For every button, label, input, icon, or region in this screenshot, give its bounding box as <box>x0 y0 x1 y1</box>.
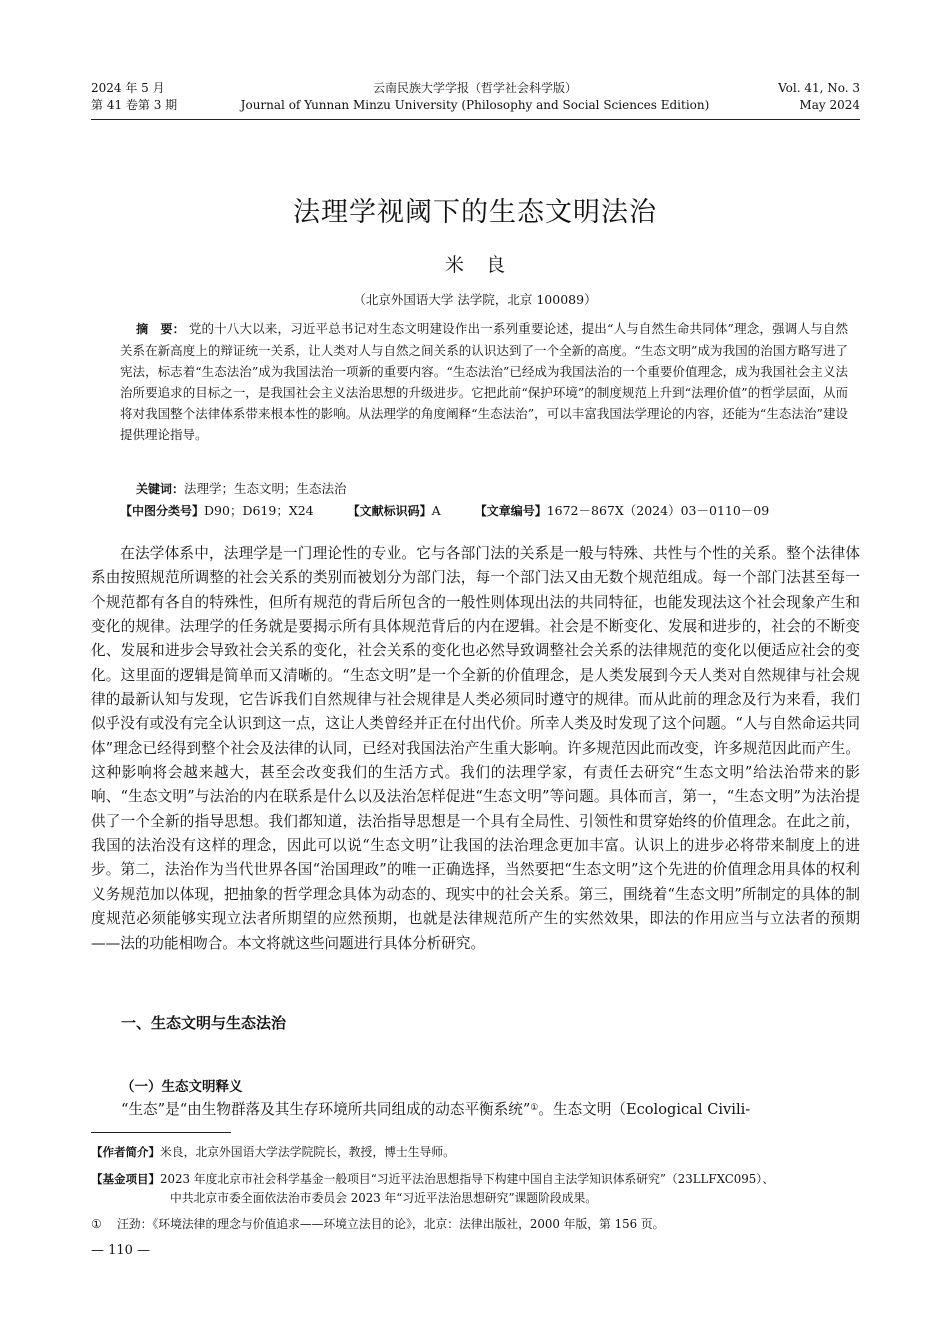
keywords <box>120 478 848 500</box>
footnote-ref[interactable]: ① <box>530 1103 539 1113</box>
footnote-1 <box>91 1215 866 1234</box>
footnote-author <box>91 1143 866 1162</box>
author-intro-text: 米良，北京外国语大学法学院院长，教授，博士生导师。 <box>160 1145 455 1159</box>
body-text <box>91 542 860 956</box>
document-code-value: A <box>431 503 441 518</box>
keywords-text: 法理学；生态文明；生态法治 <box>184 481 347 496</box>
article-number-value: 1672－867X（2024）03－0110－09 <box>546 503 770 518</box>
footnote-funding <box>91 1170 866 1208</box>
article-author: 米良 <box>444 254 527 276</box>
header-divider <box>91 119 860 120</box>
subsection-text-end: 。生态文明（Ecological Civili- <box>538 1101 751 1118</box>
running-header-right <box>778 80 860 114</box>
footnote-divider <box>91 1132 231 1133</box>
clc-value: D90；D619；X24 <box>204 503 314 518</box>
funding-line-2: 中共北京市委全面依法治市委员会 2023 年“习近平法治思想研究”课题阶段成果。 <box>170 1191 598 1205</box>
intro-paragraph: 在法学体系中，法理学是一门理论性的专业。它与各部门法的关系是一般与特殊、共性与个性的关系。整个法律体系由按照规范所调整的社会关系的类别而被划分为部门法，每一个部门法又由无数个规范组成。每一个部门法甚至每一个规范都有各自的特殊性，但所有规范的背后所包含的一般性则体现出法的共同特征，也能发现法这个社会现象产生和变化的规律。法理学的任务就是要揭示所有具体规范背后的内在逻辑。社会是不断变化、发展和进步的，社会的不断变化、发展和进步会导致社会关系的变化，社会关系的变化也必然导致调整社会关系的法律规范的变化以便适应社会的变化。这里面的逻辑是简单而又清晰的。“生态文明”是一个全新的价值理念，是人类发展到今天人类对自然规律与社会规律的最新认知与发现，它告诉我们自然规律与社会规律是人类必须同时遵守的规律。而从此前的理念及行为来看，我们似乎没有或没有完全认识到这一点，这让人类曾经并正在付出代价。所幸人类及时发现了这个问题。“人与自然命运共同体”理念已经得到整个社会及法律的认同，已经对我国法治产生重大影响。许多规范因此而改变，许多规范因此而产生。这种影响将会越来越大，甚至会改变我们的生活方式。我们的法理学家，有责任去研究“生态文明”给法治带来的影响、“生态文明”与法治的内在联系是什么以及法治怎样促进“生态文明”等问题。具体而言，第一，“生态文明”为法治提供了一个全新的指导思想。我们都知道，法治指导思想是一个具有全局性、引领性和贯穿始终的价值理念。在此之前，我国的法治没有这样的理念，因此可以说“生态文明”让我国的法治理念更加丰富。认识上的进步必将带来制度上的进步。第二，法治作为当代世界各国“治国理政”的唯一正确选择，当然要把“生态文明”这个先进的价值理念用具体的权利义务规范加以体现，把抽象的哲学理念具体为动态的、现实中的社会关系。第三，围绕着“生态文明”所制定的具体的制度规范必须能够实现立法者所期望的应然预期，也就是法律规范所产生的实然效果，即法的作用应当与立法者的预期——法的功能相吻合。本文将就这些问题进行具体分析研究。 <box>91 545 860 952</box>
page-number: — 110 — <box>91 1243 151 1258</box>
abstract <box>120 318 848 445</box>
volume-en: Vol. 41, No. 3 <box>778 81 860 95</box>
subsection-text-start: “生态”是“由生物群落及其生存环境所共同组成的动态平衡系统” <box>121 1101 531 1118</box>
journal-title-cn: 云南民族大学学报（哲学社会科学版） <box>372 81 577 95</box>
abstract-label: 摘 要： <box>136 322 185 336</box>
clc-label: 【中图分类号】 <box>120 504 205 518</box>
subsection-heading: （一）生态文明释义 <box>121 1079 243 1095</box>
funding-line-1: 2023 年度北京市社会科学基金一般项目“习近平法治思想指导下构建中国自主法学知识体系研究”（23LLFXC095）、 <box>160 1172 775 1186</box>
issue-date: 2024 年 5 月 <box>91 81 165 95</box>
subsection-paragraph <box>91 1098 860 1122</box>
author-intro-label: 【作者简介】 <box>91 1145 160 1159</box>
article-title: 法理学视阈下的生态文明法治 <box>293 197 657 228</box>
section-heading: 一、生态文明与生态法治 <box>121 1014 287 1032</box>
abstract-paragraph <box>120 318 848 445</box>
running-header-center <box>170 80 780 114</box>
footnote-text: 汪劲：《环境法律的理念与价值追求——环境立法目的论》，北京：法律出版社，2000 年版，第 156 页。 <box>117 1217 665 1231</box>
keywords-label: 关键词： <box>136 482 185 496</box>
issue-volume: 第 41 卷第 3 期 <box>91 98 178 112</box>
funding-label: 【基金项目】 <box>91 1172 160 1186</box>
classification-codes <box>120 500 848 522</box>
journal-title-en: Journal of Yunnan Minzu University (Philosophy and Social Sciences Edition) <box>240 98 710 112</box>
footnote-number: ① <box>91 1217 102 1231</box>
article-number-label: 【文章编号】 <box>474 504 547 518</box>
author-affiliation: （北京外国语大学 法学院，北京 100089） <box>353 292 597 307</box>
document-code-label: 【文献标识码】 <box>347 504 432 518</box>
running-header-left <box>91 80 177 114</box>
abstract-text: 党的十八大以来，习近平总书记对生态文明建设作出一系列重要论述，提出“人与自然生命共同体”理念，强调人与自然关系在新高度上的辩证统一关系，让人类对人与自然之间关系的认识达到了一个全新的高度。“生态文明”成为我国的治国方略写进了宪法，标志着“生态法治”成为我国法治一项新的重要内容。“生态法治”已经成为我国法治的一个重要价值理念，成为我国社会主义法治所要追求的目标之一，是我国社会主义法治思想的升级进步。它把此前“保护环境”的制度规范上升到“法理价值”的哲学层面，从而将对我国整个法律体系带来根本性的影响。从法理学的角度阐释“生态法治”，可以丰富我国法学理论的内容，还能为“生态法治”建设提供理论指导。 <box>120 321 848 442</box>
date-en: May 2024 <box>799 98 860 112</box>
